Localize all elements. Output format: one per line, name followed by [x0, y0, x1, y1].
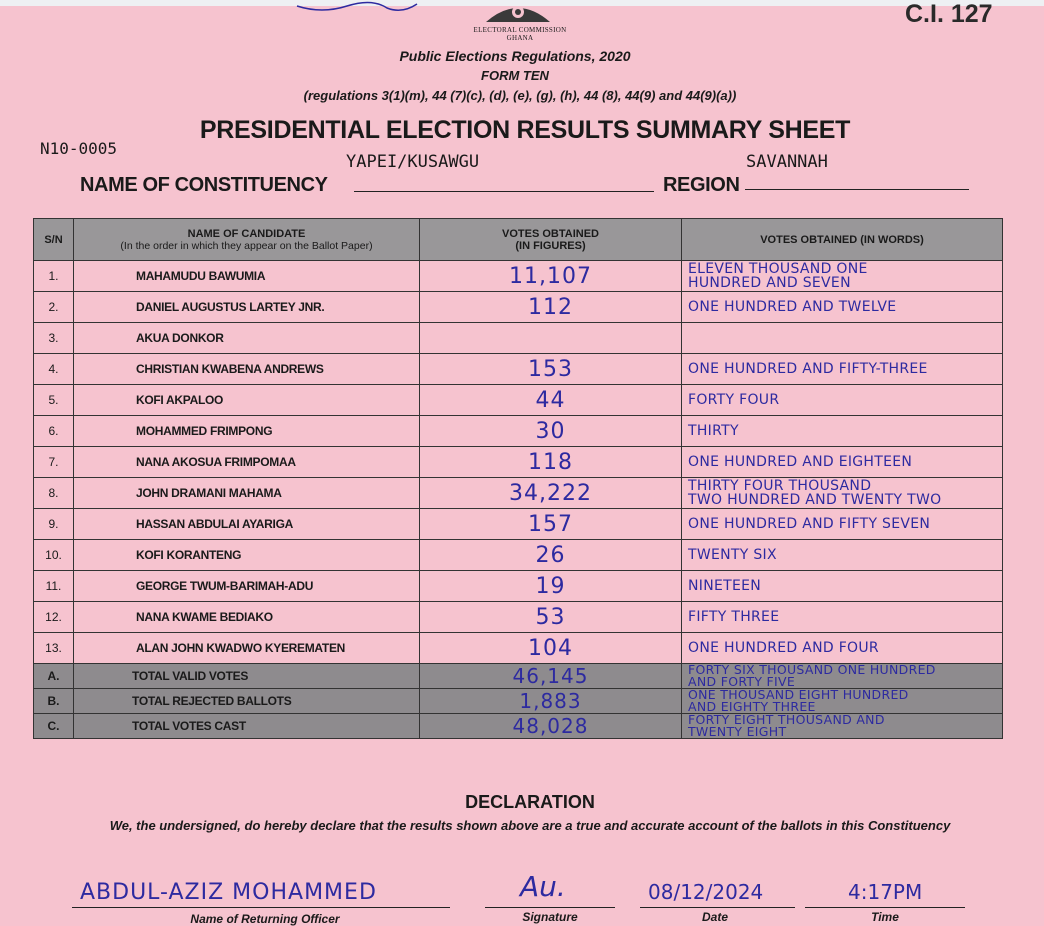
votes-figures: [420, 323, 682, 354]
row-sn: 11.: [34, 571, 74, 602]
row-sn: C.: [34, 714, 74, 739]
votes-words-line: ONE HUNDRED AND FOUR: [688, 640, 879, 656]
constituency-underline: [354, 191, 654, 192]
candidate-name: GEORGE TWUM-BARIMAH-ADU: [74, 571, 420, 602]
table-row: [34, 292, 1003, 323]
votes-figures: 26: [420, 540, 682, 571]
form-code: N10-0005: [40, 139, 118, 158]
votes-words-line: HUNDRED AND SEVEN: [688, 275, 851, 291]
votes-words-line: TWO HUNDRED AND TWENTY TWO: [688, 492, 942, 508]
sheet-title: PRESIDENTIAL ELECTION RESULTS SUMMARY SHEET: [199, 116, 851, 144]
table-header-row: [34, 219, 1003, 261]
commission-name: ELECTORAL COMMISSION GHANA: [473, 26, 567, 42]
region-label: REGION: [663, 174, 740, 196]
votes-words: [682, 714, 1003, 739]
row-sn: A.: [34, 664, 74, 689]
date-line: [640, 907, 795, 908]
votes-words-line: AND FORTY FIVE: [688, 674, 796, 689]
votes-words: [682, 664, 1003, 689]
votes-words-line: TWENTY SIX: [688, 547, 777, 563]
votes-figures: 53: [420, 602, 682, 633]
row-sn: 3.: [34, 323, 74, 354]
row-sn: 10.: [34, 540, 74, 571]
table-row: [34, 354, 1003, 385]
candidate-name: TOTAL VOTES CAST: [74, 714, 420, 739]
candidate-name: CHRISTIAN KWABENA ANDREWS: [74, 354, 420, 385]
votes-figures: 157: [420, 509, 682, 540]
votes-words: [682, 323, 1003, 354]
votes-figures: 104: [420, 633, 682, 664]
returning-officer-name: ABDUL-AZIZ MOHAMMED: [80, 880, 377, 905]
votes-words-line: FORTY SIX THOUSAND ONE HUNDRED: [688, 663, 936, 677]
candidate-name: ALAN JOHN KWADWO KYEREMATEN: [74, 633, 420, 664]
table-row: [34, 509, 1003, 540]
row-sn: 6.: [34, 416, 74, 447]
votes-words: [682, 689, 1003, 714]
candidate-name: TOTAL VALID VOTES: [74, 664, 420, 689]
votes-words-line: AND EIGHTY THREE: [688, 699, 816, 714]
constituency-value: YAPEI/KUSAWGU: [346, 152, 480, 172]
results-table: [33, 218, 1003, 739]
candidate-name: TOTAL REJECTED BALLOTS: [74, 689, 420, 714]
votes-words-line: ONE HUNDRED AND FIFTY-THREE: [688, 361, 928, 377]
row-sn: 12.: [34, 602, 74, 633]
votes-figures: 34,222: [420, 478, 682, 509]
candidate-name: MOHAMMED FRIMPONG: [74, 416, 420, 447]
votes-words: [682, 509, 1003, 540]
time-line: [805, 907, 965, 908]
votes-words-line: ONE THOUSAND EIGHT HUNDRED: [688, 688, 909, 702]
top-signature-scribble: [292, 0, 422, 18]
votes-words: [682, 447, 1003, 478]
row-sn: 2.: [34, 292, 74, 323]
candidate-name: HASSAN ABDULAI AYARIGA: [74, 509, 420, 540]
votes-figures: 118: [420, 447, 682, 478]
votes-figures: 30: [420, 416, 682, 447]
declaration-text: We, the undersigned, do hereby declare that the results shown above are a true and accurate account of the ballots in this Constituency: [109, 818, 951, 833]
votes-words: [682, 478, 1003, 509]
candidate-name: MAHAMUDU BAWUMIA: [74, 261, 420, 292]
header-words: VOTES OBTAINED (IN WORDS): [682, 219, 1003, 261]
declaration-title: DECLARATION: [465, 792, 595, 812]
summary-rows: [34, 664, 1003, 739]
votes-words-line: FORTY FOUR: [688, 392, 780, 408]
officer-line: [72, 907, 450, 908]
votes-words-line: FORTY EIGHT THOUSAND AND: [688, 713, 885, 727]
votes-figures: 44: [420, 385, 682, 416]
votes-figures: 48,028: [420, 714, 682, 739]
votes-words-line: FIFTY THREE: [688, 609, 780, 625]
date-value: 08/12/2024: [648, 880, 764, 904]
candidate-name: NANA AKOSUA FRIMPOMAA: [74, 447, 420, 478]
header-sn: S/N: [34, 219, 74, 261]
votes-words-line: ONE HUNDRED AND TWELVE: [688, 299, 897, 315]
signature: Au.: [520, 870, 566, 903]
date-caption: Date: [701, 910, 728, 924]
votes-words: [682, 416, 1003, 447]
candidate-rows: [34, 261, 1003, 664]
row-sn: 8.: [34, 478, 74, 509]
votes-figures: 153: [420, 354, 682, 385]
region-value: SAVANNAH: [746, 152, 828, 172]
instrument-number: C.I. 127: [905, 0, 993, 28]
votes-figures: 1,883: [420, 689, 682, 714]
table-row: [34, 540, 1003, 571]
votes-words: [682, 571, 1003, 602]
table-row: [34, 478, 1003, 509]
candidate-name: NANA KWAME BEDIAKO: [74, 602, 420, 633]
summary-row: [34, 664, 1003, 689]
coat-of-arms-emblem: [478, 0, 558, 26]
candidate-name: JOHN DRAMANI MAHAMA: [74, 478, 420, 509]
row-sn: B.: [34, 689, 74, 714]
votes-words-line: ELEVEN THOUSAND ONE: [688, 261, 868, 277]
votes-words-line: NINETEEN: [688, 578, 762, 594]
votes-figures: 112: [420, 292, 682, 323]
summary-row: [34, 714, 1003, 739]
votes-words: [682, 354, 1003, 385]
signature-caption: Signature: [522, 910, 578, 924]
votes-words-line: THIRTY FOUR THOUSAND: [688, 478, 872, 494]
votes-figures: 46,145: [420, 664, 682, 689]
officer-caption: Name of Returning Officer: [190, 912, 340, 926]
table-row: [34, 261, 1003, 292]
candidate-name: KOFI KORANTENG: [74, 540, 420, 571]
candidate-name: AKUA DONKOR: [74, 323, 420, 354]
candidate-name: KOFI AKPALOO: [74, 385, 420, 416]
votes-words: [682, 633, 1003, 664]
table-row: [34, 323, 1003, 354]
time-caption: Time: [871, 910, 899, 924]
votes-words: [682, 540, 1003, 571]
row-sn: 9.: [34, 509, 74, 540]
row-sn: 7.: [34, 447, 74, 478]
signature-line: [485, 907, 615, 908]
regulations-references: (regulations 3(1)(m), 44 (7)(c), (d), (e), (g), (h), 44 (8), 44(9) and 44(9)(a)): [303, 88, 737, 103]
row-sn: 1.: [34, 261, 74, 292]
votes-figures: 19: [420, 571, 682, 602]
votes-words-line: TWENTY EIGHT: [688, 724, 787, 739]
votes-words-line: ONE HUNDRED AND EIGHTEEN: [688, 454, 913, 470]
region-underline: [745, 189, 969, 190]
form-name: FORM TEN: [481, 68, 549, 83]
row-sn: 5.: [34, 385, 74, 416]
votes-figures: 11,107: [420, 261, 682, 292]
row-sn: 4.: [34, 354, 74, 385]
table-row: [34, 633, 1003, 664]
votes-words: [682, 261, 1003, 292]
candidate-name: DANIEL AUGUSTUS LARTEY JNR.: [74, 292, 420, 323]
row-sn: 13.: [34, 633, 74, 664]
table-row: [34, 571, 1003, 602]
table-row: [34, 602, 1003, 633]
header-candidate: NAME OF CANDIDATE (In the order in which they appear on the Ballot Paper): [74, 219, 420, 261]
votes-words: [682, 292, 1003, 323]
votes-words: [682, 602, 1003, 633]
votes-words-line: ONE HUNDRED AND FIFTY SEVEN: [688, 516, 931, 532]
time-value: 4:17PM: [848, 880, 923, 904]
table-row: [34, 385, 1003, 416]
summary-row: [34, 689, 1003, 714]
header-figures: VOTES OBTAINED (IN FIGURES): [420, 219, 682, 261]
constituency-label: NAME OF CONSTITUENCY: [80, 174, 328, 196]
votes-words: [682, 385, 1003, 416]
table-row: [34, 416, 1003, 447]
table-row: [34, 447, 1003, 478]
votes-words-line: THIRTY: [688, 423, 739, 439]
regulations-title: Public Elections Regulations, 2020: [399, 48, 631, 64]
